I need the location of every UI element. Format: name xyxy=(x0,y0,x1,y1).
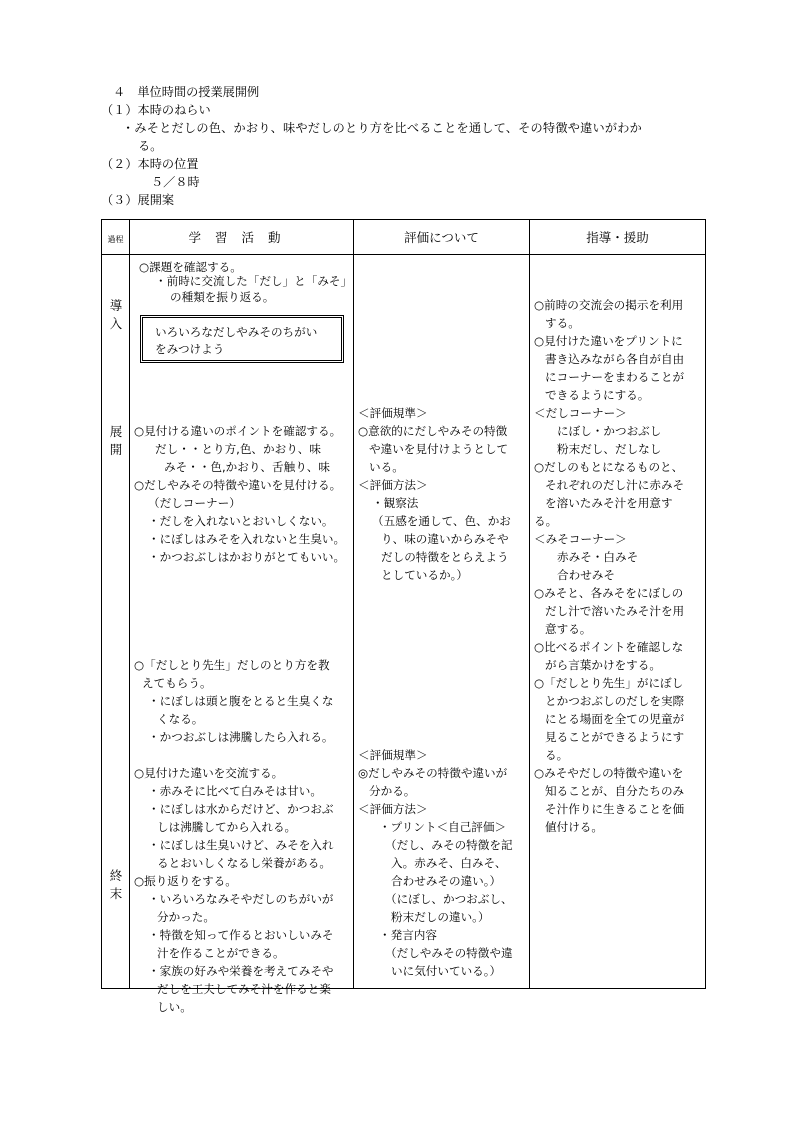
evaluation-line: （五感を通して、色、かお xyxy=(372,514,511,528)
evaluation-line: （にぼし、かつおぶし、 xyxy=(385,892,513,906)
evaluation-line: いる。 xyxy=(369,460,404,474)
evaluation-line: ◎だしやみその特徴や違いが xyxy=(358,766,508,780)
activity-line: だしを工夫してみそ汁を作ると楽 xyxy=(157,982,331,996)
lesson-goal-box xyxy=(140,315,344,363)
guidance-line: 意する。 xyxy=(545,622,592,636)
guidance-line: する。 xyxy=(545,316,580,330)
guidance-line: ○だしのもとになるものと、 xyxy=(534,460,684,474)
guidance-line: ＜みそコーナー＞ xyxy=(534,532,627,546)
activity-line: しは沸騰してから入れる。 xyxy=(157,820,297,834)
guidance-line: だし汁で溶いたみそ汁を用 xyxy=(545,604,685,618)
evaluation-line: （だし、みその特徴を記 xyxy=(385,838,513,852)
header-guidance-label: 指導・援助 xyxy=(586,230,649,245)
activity-line: の種類を振り返る。 xyxy=(170,290,275,304)
activity-line: ・にぼしは頭と腹をとると生臭くな xyxy=(148,694,334,708)
header-evaluation xyxy=(354,220,530,255)
stage-column xyxy=(102,255,130,989)
activity-line: ・特徴を知って作るとおいしいみそ xyxy=(148,928,334,942)
evaluation-line: ＜評価規準＞ xyxy=(358,748,428,762)
position-value: ５／８時 xyxy=(151,175,200,189)
guidance-line: 知ることが、自分たちのみ xyxy=(545,784,685,798)
activity-line: だし・・とり方,色、かおり、味 xyxy=(155,442,321,456)
lesson-plan-table xyxy=(101,219,706,1014)
activity-line: るとおいしくなるし栄養がある。 xyxy=(157,856,331,870)
table-body-row xyxy=(102,255,706,989)
header-evaluation-label: 評価について xyxy=(404,230,479,245)
evaluation-line: 分かる。 xyxy=(369,784,416,798)
activity-line: 分かった。 xyxy=(157,910,215,924)
stage-label: 展開 xyxy=(109,424,123,457)
table-header-row xyxy=(102,220,706,255)
guidance-line: ○みそと、各みそをにぼしの xyxy=(534,586,684,600)
activity-line: ○見付けた違いを交流する。 xyxy=(134,766,284,780)
guidance-line: とかつおぶしのだしを実際 xyxy=(545,694,685,708)
evaluation-line: （だしやみその特徴や違 xyxy=(385,946,513,960)
activity-line: ・かつおぶしは沸騰したら入れる。 xyxy=(148,730,334,744)
evaluation-line: ・プリント＜自己評価＞ xyxy=(379,820,507,834)
evaluation-line: 粉末だしの違い。） xyxy=(391,910,490,924)
evaluation-line: ○意欲的にだしやみその特徴 xyxy=(358,424,508,438)
guidance-line: 粉末だし、だしなし xyxy=(557,442,662,456)
activity-line: ○「だしとり先生」だしのとり方を教 xyxy=(134,658,330,672)
guidance-line: ○見付けた違いをプリントに xyxy=(534,334,683,348)
activity-line: ○見付ける違いのポイントを確認する。 xyxy=(134,424,342,438)
goal-line-1: いろいろなだしやみそのちがい xyxy=(155,325,318,339)
guidance-line: にぼし・かつおぶし xyxy=(557,424,662,438)
activity-line: えてもらう。 xyxy=(142,676,212,690)
position-label: （２）本時の位置 xyxy=(101,157,199,171)
activity-line: ・だしを入れないとおいしくない。 xyxy=(148,514,334,528)
guidance-line: にとる場面を全ての児童が xyxy=(545,712,685,726)
section-heading: ４ 単位時間の授業展開例 xyxy=(113,85,260,99)
evaluation-line: ＜評価規準＞ xyxy=(358,406,428,420)
guidance-line: ＜だしコーナー＞ xyxy=(534,406,627,420)
guidance-line: る。 xyxy=(534,514,558,528)
guidance-line: がら言葉かけをする。 xyxy=(545,658,661,672)
guidance-line: 見ることができるようにす xyxy=(545,730,685,744)
plan-label: （３）展開案 xyxy=(101,193,175,207)
evaluation-line: いに気付いている。） xyxy=(391,964,502,978)
activity-line: ○だしやみその特徴や違いを見付ける。 xyxy=(134,478,342,492)
guidance-line: 赤みそ・白みそ xyxy=(557,550,639,564)
activity-line: ・家族の好みや栄養を考えてみそや xyxy=(148,964,334,978)
evaluation-line: ＜評価方法＞ xyxy=(358,802,428,816)
activity-line: （だしコーナー） xyxy=(148,496,241,510)
evaluation-line: り、味の違いからみそや xyxy=(381,532,509,546)
activity-line: しい。 xyxy=(157,1000,192,1014)
guidance-line: 値付ける。 xyxy=(545,820,603,834)
activity-line: みそ・・色,かおり、舌触り、味 xyxy=(164,460,330,474)
evaluation-column xyxy=(354,255,530,989)
header-activity xyxy=(130,220,354,255)
aim-label: （１）本時のねらい xyxy=(101,103,211,117)
activity-line: ・かつおぶしはかおりがとてもいい。 xyxy=(148,550,346,564)
stage-label: 終末 xyxy=(109,868,123,901)
activity-line: ・にぼしは生臭いけど、みそを入れ xyxy=(148,838,334,852)
goal-line-2: をみつけよう xyxy=(155,342,225,356)
evaluation-line: ・観察法 xyxy=(372,496,419,510)
guidance-line: それぞれのだし汁に赤みそ xyxy=(545,478,685,492)
activity-line: 汁を作ることができる。 xyxy=(157,946,285,960)
evaluation-line: だしの特徴をとらえよう xyxy=(381,550,509,564)
guidance-line: る。 xyxy=(545,748,569,762)
header-stage xyxy=(102,220,130,255)
activity-line: ○振り返りをする。 xyxy=(134,874,237,888)
guidance-line: そ汁作りに生きることを価 xyxy=(545,802,685,816)
evaluation-line: ＜評価方法＞ xyxy=(358,478,428,492)
guidance-line: にコーナーをまわることが xyxy=(545,370,685,384)
guidance-line: 合わせみそ xyxy=(557,568,615,582)
activity-line: ・前時に交流した「だし」と「みそ」 xyxy=(155,274,353,288)
activity-line: ・にぼしはみそを入れないと生臭い。 xyxy=(148,532,346,546)
guidance-line: を溶いたみそ汁を用意す xyxy=(545,496,673,510)
guidance-line: ○「だしとり先生」がにぼし xyxy=(534,676,684,690)
activity-line: ・赤みそに比べて白みそは甘い。 xyxy=(148,784,322,798)
guidance-line: ○前時の交流会の掲示を利用 xyxy=(534,298,684,312)
activity-column xyxy=(130,255,354,1014)
evaluation-line: 合わせみその違い。） xyxy=(391,874,502,888)
activity-line: ○課題を確認する。 xyxy=(139,260,242,274)
header-stage-label: 過程 xyxy=(107,234,124,244)
header-guidance xyxy=(530,220,706,255)
header-activity-label: 学習活動 xyxy=(188,230,295,245)
evaluation-line: や違いを見付けようとして xyxy=(369,442,509,456)
activity-line: ・いろいろなみそやだしのちがいが xyxy=(148,892,334,906)
guidance-line: 書き込みながら各自が自由 xyxy=(545,352,685,366)
evaluation-line: ・発言内容 xyxy=(379,928,437,942)
activity-line: くなる。 xyxy=(157,712,204,726)
activity-line: ・にぼしは水からだけど、かつおぶ xyxy=(148,802,334,816)
evaluation-line: 入。赤みそ、白みそ、 xyxy=(391,856,507,870)
guidance-line: ○みそやだしの特徴や違いを xyxy=(534,766,684,780)
guidance-line: できるようにする。 xyxy=(545,388,650,402)
guidance-line: ○比べるポイントを確認しな xyxy=(534,640,684,654)
guidance-column xyxy=(530,255,706,989)
aim-text-line2: る。 xyxy=(138,139,163,153)
evaluation-line: としているか。） xyxy=(381,568,468,582)
aim-text-line1: ・みそとだしの色、かおり、味やだしのとり方を比べることを通して、その特徴や違いがわか xyxy=(122,121,643,135)
stage-label: 導入 xyxy=(109,298,123,331)
